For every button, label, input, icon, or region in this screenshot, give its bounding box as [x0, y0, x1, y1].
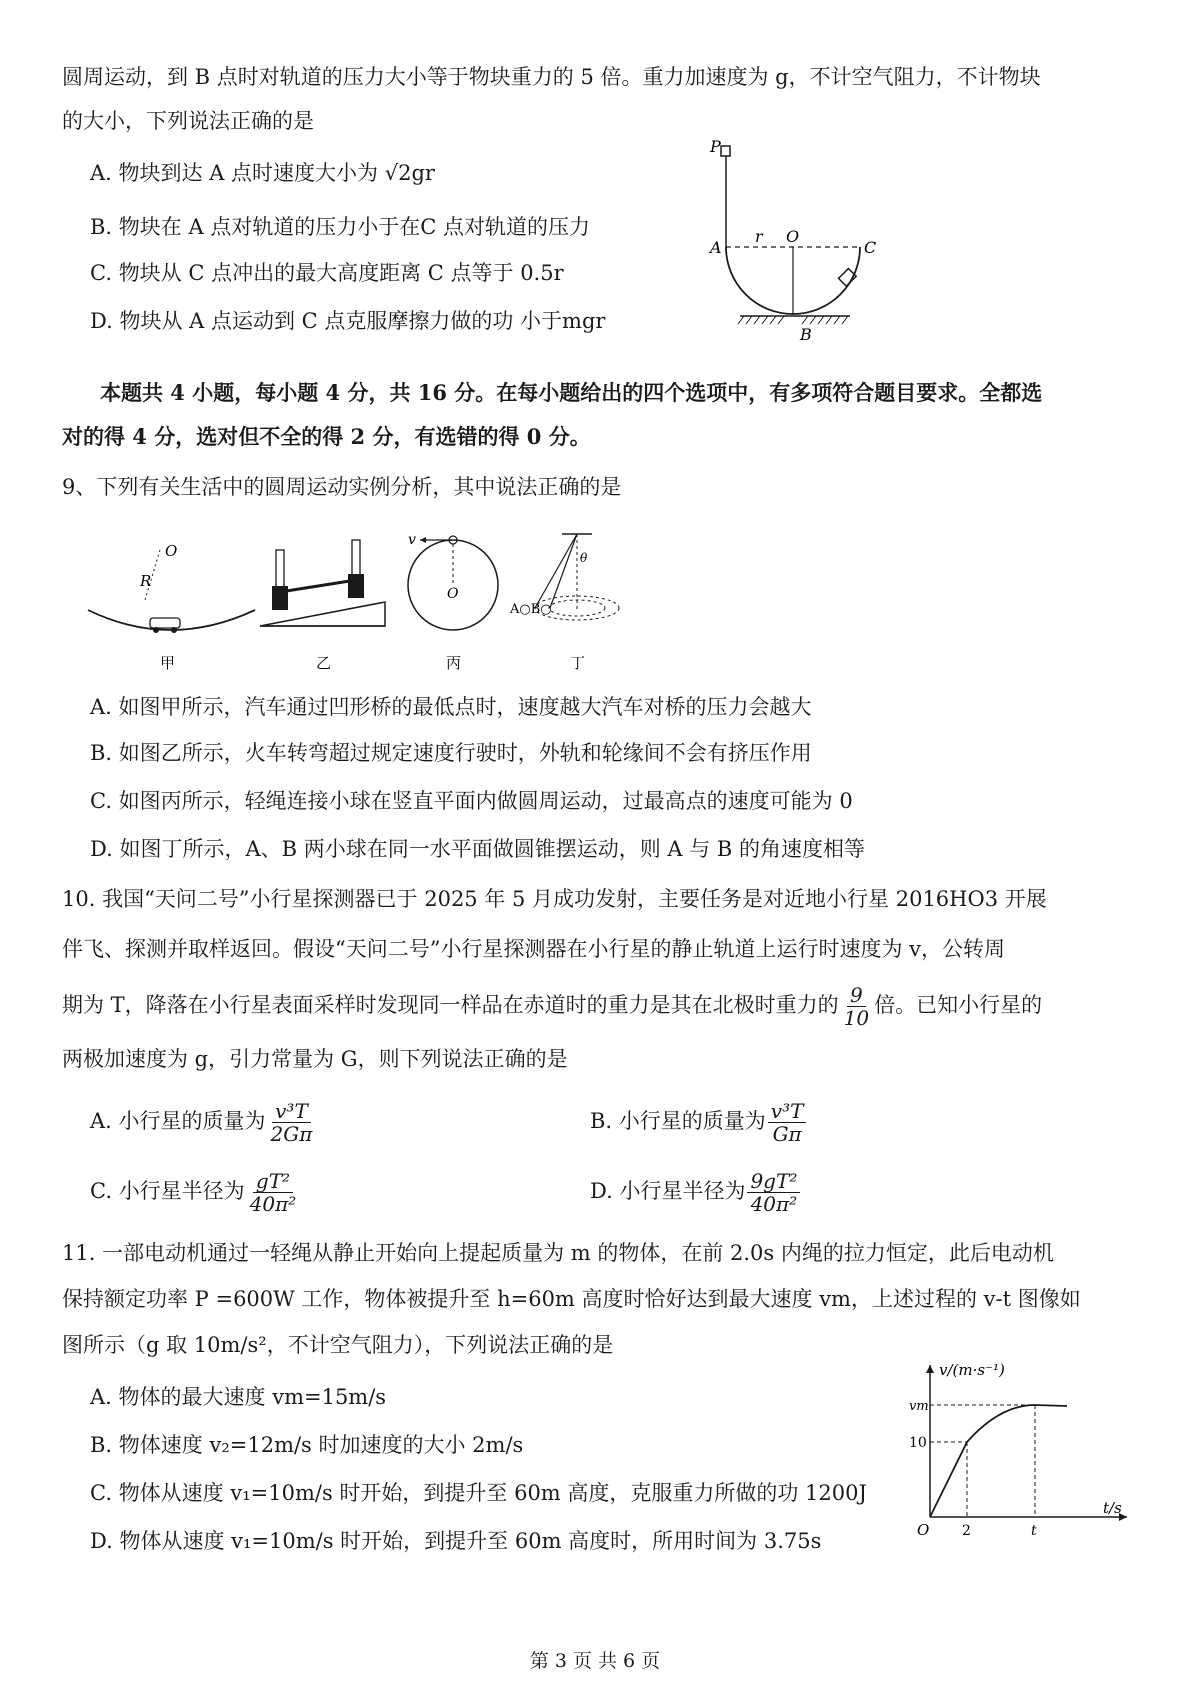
two-tick-label: 2	[962, 1523, 971, 1539]
t-axis-label: t/s	[1103, 1499, 1122, 1517]
label-o: O	[786, 227, 800, 246]
v-axis-label: v/(m·s⁻¹)	[939, 1361, 1005, 1379]
svg-text:R: R	[140, 572, 152, 590]
q8-track-figure	[700, 130, 890, 345]
fraction-nine-tenths: $\frac{9}{10}$	[843, 983, 870, 1030]
label-jia: 甲	[160, 654, 176, 670]
figure-yi	[260, 540, 385, 670]
q9-stem: 9、下列有关生活中的圆周运动实例分析，其中说法正确的是	[62, 475, 622, 499]
q9-option-d: D. 如图丁所示，A、B 两小球在同一水平面做圆锥摆运动，则 A 与 B 的角速度相等	[90, 837, 866, 861]
label-bing: 丙	[446, 654, 462, 670]
label-b: B	[800, 325, 812, 344]
page-footer: 第 3 页 共 6 页	[529, 1650, 661, 1672]
t-tick-label: t	[1031, 1523, 1037, 1539]
origin-label: O	[917, 1521, 930, 1539]
q8-option-a: A. 物块到达 A 点时速度大小为 √2gr	[90, 161, 435, 185]
section-instruction-line2: 对的得 4 分，选对但不全的得 2 分，有选错的得 0 分。	[62, 424, 591, 449]
q9-option-c: C. 如图丙所示，轻绳连接小球在竖直平面内做圆周运动，过最高点的速度可能为 0	[90, 789, 853, 813]
section-instruction-line1: 本题共 4 小题，每小题 4 分，共 16 分。在每小题给出的四个选项中，有多项符合题目要求。全都选	[100, 380, 1043, 405]
q8-stem-line2: 的大小，下列说法正确的是	[62, 109, 314, 133]
q11-line2: 保持额定功率 P =600W 工作，物体被提升至 h=60m 高度时恰好达到最大速度 vm，上述过程的 v-t 图像如	[62, 1287, 1081, 1311]
q8-option-b: B. 物块在 A 点对轨道的压力小于在C 点对轨道的压力	[90, 215, 591, 239]
vm-tick-label: vm	[909, 1399, 929, 1414]
q10-line1: 10. 我国“天问二号”小行星探测器已于 2025 年 5 月成功发射，主要任务是对近地小行星 2016HO3 开展	[62, 887, 1047, 911]
label-p: P	[710, 137, 721, 156]
q9-option-b: B. 如图乙所示，火车转弯超过规定速度行驶时，外轨和轮缘间不会有挤压作用	[90, 741, 812, 765]
q10-option-a: A. 小行星的质量为 $\frac{\text{v³T}}{2G\pi}$	[90, 1099, 313, 1146]
q10-option-b: B. 小行星的质量为 $\frac{\text{v³T}}{G\pi}$	[590, 1100, 808, 1145]
q8-option-d: D. 物块从 A 点运动到 C 点克服摩擦力做的功 小于mgr	[90, 309, 606, 333]
figure-ding	[509, 534, 619, 670]
q9-figures	[80, 530, 700, 670]
q10-line2: 伴飞、探测并取样返回。假设“天问二号”小行星探测器在小行星的静止轨道上运行时速度为 v，公转周	[62, 937, 1006, 961]
block-p	[721, 146, 730, 156]
q11-vt-graph	[905, 1355, 1135, 1550]
figure-jia	[88, 542, 255, 670]
q8-stem-line1: 圆周运动，到 B 点时对轨道的压力大小等于物块重力的 5 倍。重力加速度为 g，不计空气阻力，不计物块	[62, 65, 1041, 89]
figure-bing	[408, 532, 498, 670]
q11-line1: 11. 一部电动机通过一轻绳从静止开始向上提起质量为 m 的物体，在前 2.0s 内绳的拉力恒定，此后电动机	[62, 1241, 1054, 1265]
label-ding: 丁	[570, 654, 586, 670]
label-yi: 乙	[316, 654, 332, 670]
q10-line4: 两极加速度为 g，引力常量为 G，则下列说法正确的是	[62, 1047, 568, 1071]
vt-curve	[930, 1405, 1067, 1517]
q11-option-b: B. 物体速度 v₂=12m/s 时加速度的大小 2m/s	[90, 1433, 524, 1457]
q11-option-a: A. 物体的最大速度 vm=15m/s	[90, 1385, 387, 1409]
q8-option-c: C. 物块从 C 点冲出的最大高度距离 C 点等于 0.5r	[90, 261, 564, 285]
label-c: C	[864, 238, 877, 257]
q10-line3: 期为 T，降落在小行星表面采样时发现同一样品在赤道时的重力是其在北极时重力的 $\frac{9}{10}$ 倍。已知小行星的	[62, 983, 1043, 1030]
svg-text:O: O	[165, 542, 178, 560]
ten-tick-label: 10	[909, 1435, 927, 1451]
car-icon	[150, 618, 180, 628]
q11-line3: 图所示（g 取 10m/s²，不计空气阻力），下列说法正确的是	[62, 1333, 614, 1357]
label-a: A	[710, 238, 722, 257]
svg-text:θ: θ	[580, 551, 588, 565]
q11-option-d: D. 物体从速度 v₁=10m/s 时开始，到提升至 60m 高度时，所用时间为 3.75s	[90, 1529, 822, 1553]
q9-option-a: A. 如图甲所示，汽车通过凹形桥的最低点时，速度越大汽车对桥的压力会越大	[90, 695, 812, 719]
label-r: r	[755, 227, 763, 246]
q10-option-d: D. 小行星半径为 $\frac{\text{9gT²}}{\text{40π²}}$	[590, 1170, 802, 1215]
q11-option-c: C. 物体从速度 v₁=10m/s 时开始，到提升至 60m 高度，克服重力所做的功 1200J	[90, 1481, 867, 1505]
svg-text:A○B○: A○B○	[510, 602, 552, 617]
q10-option-c: C. 小行星半径为 $\frac{\text{gT²}}{\text{40π²}}$	[90, 1169, 297, 1216]
svg-text:v: v	[408, 532, 416, 548]
svg-text:O: O	[447, 586, 459, 602]
